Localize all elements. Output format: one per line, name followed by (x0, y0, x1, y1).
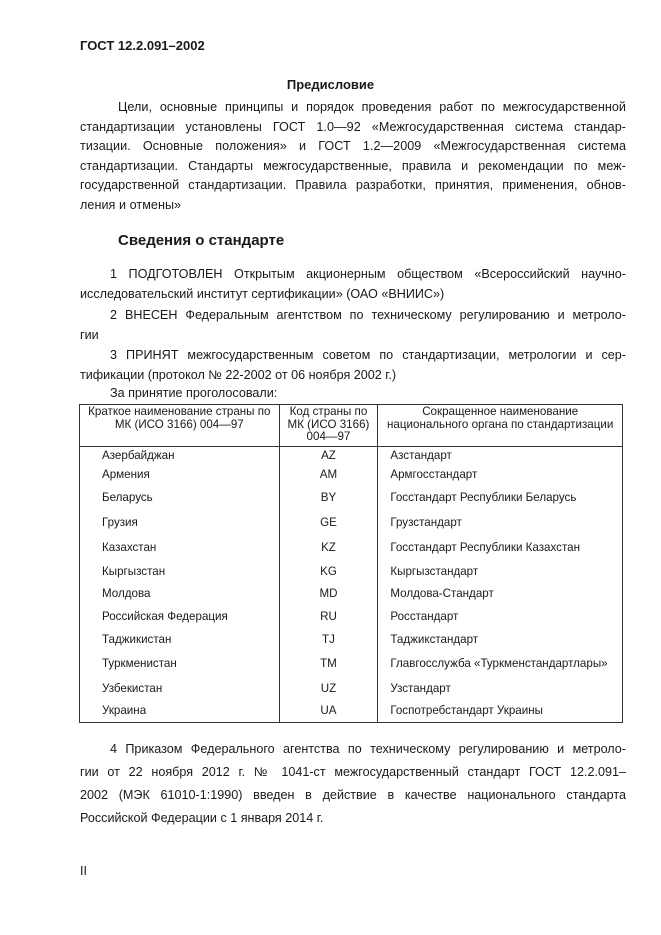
country-cell: Грузия (80, 510, 280, 535)
code-cell: UZ (279, 676, 378, 700)
foreword-line: ления и отмены» (80, 197, 182, 212)
code-cell: AM (279, 464, 378, 485)
table-row (80, 510, 623, 535)
country-cell: Молдова (80, 583, 280, 604)
item-4 (80, 738, 626, 830)
code-cell: UA (279, 700, 378, 722)
country-cell: Казахстан (80, 535, 280, 559)
org-cell: Таджикстандарт (378, 628, 623, 651)
item-4-line: 4 Приказом Федерального агентства по техническому регулированию и метроло- (110, 742, 626, 756)
item-4-line: гии от 22 ноября 2012 г. № 1041-ст межгосударственный стандарт ГОСТ 12.2.091– (80, 765, 626, 779)
item-1-line: 1 ПОДГОТОВЛЕН Открытым акционерным обществом «Всероссийский научно- (110, 267, 626, 281)
country-cell: Украина (80, 700, 280, 722)
item-3-line: тификации (протокол № 22-2002 от 06 ноября 2002 г.) (80, 368, 397, 382)
page-number: II (80, 864, 87, 878)
item-3 (80, 345, 626, 385)
foreword-line: государственной стандартизации. Правила разработки, принятия, применения, обнов- (80, 178, 626, 193)
foreword-line: стандартизации установлены ГОСТ 1.0—92 «Межгосударственная система стандар- (80, 119, 626, 134)
header-country: Краткое наименование страны по МК (ИСО 3166) 004—97 (80, 405, 280, 447)
org-cell: Госстандарт Республики Казахстан (378, 535, 623, 559)
table-row (80, 651, 623, 676)
item-2-line: гии (80, 328, 99, 342)
table-row (80, 700, 623, 722)
code-cell: MD (279, 583, 378, 604)
country-cell: Российская Федерация (80, 604, 280, 628)
org-cell: Узстандарт (378, 676, 623, 700)
item-2 (80, 305, 626, 345)
table-row (80, 464, 623, 485)
header-org: Сокращенное наименование национального органа по стандартизации (378, 405, 623, 447)
country-cell: Узбекистан (80, 676, 280, 700)
document-code: ГОСТ 12.2.091–2002 (80, 38, 205, 53)
foreword-text (80, 98, 626, 216)
org-cell: Армгосстандарт (378, 464, 623, 485)
table-row (80, 604, 623, 628)
about-standard-title: Сведения о стандарте (118, 232, 285, 249)
foreword-line: тизации. Основные положения» и ГОСТ 1.2—2009 «Межгосударственная система (80, 139, 626, 154)
vote-label: За принятие проголосовали: (110, 386, 278, 400)
item-4-line: 2002 (МЭК 61010-1:1990) введен в действие в качестве национального стандарта (80, 788, 626, 802)
code-cell: KG (279, 559, 378, 583)
code-cell: AZ (279, 446, 378, 464)
code-cell: BY (279, 485, 378, 510)
item-1-line: исследовательский институт сертификации» (ОАО «ВНИИС») (80, 287, 445, 301)
org-cell: Госпотребстандарт Украины (378, 700, 623, 722)
table-row (80, 583, 623, 604)
code-cell: TJ (279, 628, 378, 651)
foreword-line: стандартизации. Стандарты межгосударственные, правила и рекомендации по меж- (80, 158, 626, 173)
table-header-row (80, 405, 623, 447)
foreword-line: Цели, основные принципы и порядок проведения работ по межгосударственной (118, 100, 626, 114)
country-cell: Беларусь (80, 485, 280, 510)
table-row (80, 628, 623, 651)
item-2-line: 2 ВНЕСЕН Федеральным агентством по техническому регулированию и метроло- (110, 308, 626, 322)
code-cell: RU (279, 604, 378, 628)
table-row (80, 676, 623, 700)
voting-states-table (79, 404, 623, 723)
table-row (80, 446, 623, 464)
foreword-title: Предисловие (286, 77, 375, 92)
table-row (80, 485, 623, 510)
country-cell: Армения (80, 464, 280, 485)
country-cell: Азербайджан (80, 446, 280, 464)
item-4-line: Российской Федерации с 1 января 2014 г. (80, 811, 324, 825)
code-cell: KZ (279, 535, 378, 559)
org-cell: Госстандарт Республики Беларусь (378, 485, 623, 510)
country-cell: Таджикистан (80, 628, 280, 651)
table-row (80, 559, 623, 583)
org-cell: Кыргызстандарт (378, 559, 623, 583)
table-body (80, 446, 623, 722)
table-row (80, 535, 623, 559)
org-cell: Молдова-Стандарт (378, 583, 623, 604)
item-1 (80, 264, 626, 304)
org-cell: Грузстандарт (378, 510, 623, 535)
item-3-line: 3 ПРИНЯТ межгосударственным советом по стандартизации, метрологии и сер- (110, 348, 626, 362)
code-cell: GE (279, 510, 378, 535)
country-cell: Кыргызстан (80, 559, 280, 583)
org-cell: Росстандарт (378, 604, 623, 628)
org-cell: Азстандарт (378, 446, 623, 464)
org-cell: Главгосслужба «Туркменстандартлары» (378, 651, 623, 676)
header-code: Код страны по МК (ИСО 3166) 004—97 (279, 405, 378, 447)
country-cell: Туркменистан (80, 651, 280, 676)
code-cell: TM (279, 651, 378, 676)
